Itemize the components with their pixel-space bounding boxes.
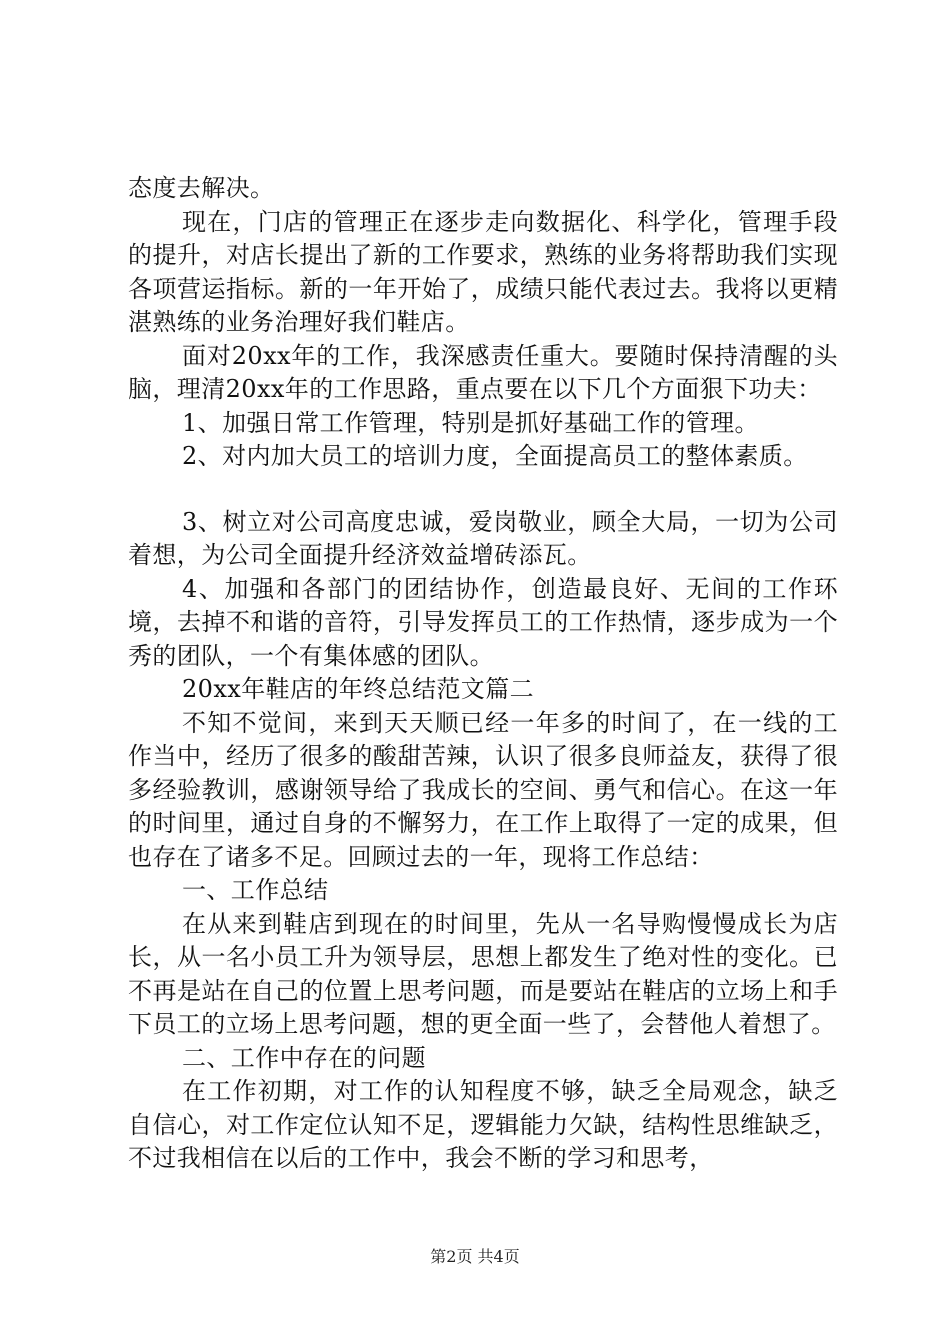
paragraph-intro-part-two: 不知不觉间，来到天天顺已经一年多的时间了，在一线的工作当中，经历了很多的酸甜苦辣，认识了很多良师益友，获得了很多经验教训，感谢领导给了我成长的空间、勇气和信心。在这一年的时间里，通过自身的不懈努力，在工作上取得了一定的成果，但也存在了诸多不足。回顾过去的一年，现将工作总结： — [128, 708, 838, 871]
paragraph-new-year-goals: 面对20xx年的工作，我深感责任重大。要随时保持清醒的头脑，理清20xx年的工作思路，重点要在以下几个方面狠下功夫： — [128, 341, 838, 403]
heading-problems: 二、工作中存在的问题 — [182, 1043, 426, 1072]
list-item-2: 2、对内加大员工的培训力度，全面提高员工的整体素质。 — [182, 442, 808, 470]
page-footer: 第2页 共4页 — [430, 1247, 520, 1266]
list-item-4: 4、加强和各部门的团结协作，创造最良好、无间的工作环境，去掉不和谐的音符，引导发挥员工的工作热情，逐步成为一个秀的团队，一个有集体感的团队。 — [128, 574, 838, 670]
heading-work-summary: 一、工作总结 — [182, 876, 329, 904]
paragraph-continuation: 态度去解决。 — [128, 174, 275, 202]
list-item-3: 3、树立对公司高度忠诚，爱岗敬业，顾全大局，一切为公司着想，为公司全面提升经济效益增砖添瓦。 — [128, 507, 838, 569]
document-body — [128, 172, 838, 1176]
paragraph-work-summary: 在从来到鞋店到现在的时间里，先从一名导购慢慢成长为店长，从一名小员工升为领导层，思想上都发生了绝对性的变化。已不再是站在自己的位置上思考问题，而是要站在鞋店的立场上和手下员工的立场上思考问题，想的更全面一些了，会替他人着想了。 — [128, 909, 838, 1038]
list-item-1: 1、加强日常工作管理，特别是抓好基础工作的管理。 — [182, 408, 759, 437]
paragraph-problems: 在工作初期，对工作的认知程度不够，缺乏全局观念，缺乏自信心，对工作定位认知不足，逻辑能力欠缺，结构性思维缺乏，不过我相信在以后的工作中，我会不断的学习和思考， — [128, 1077, 838, 1172]
section-title-part-two: 20xx年鞋店的年终总结范文篇二 — [182, 675, 535, 703]
paragraph-store-management: 现在，门店的管理正在逐步走向数据化、科学化，管理手段的提升，对店长提出了新的工作要求，熟练的业务将帮助我们实现各项营运指标。新的一年开始了，成绩只能代表过去。我将以更精湛熟练的业务治理好我们鞋店。 — [128, 207, 838, 336]
